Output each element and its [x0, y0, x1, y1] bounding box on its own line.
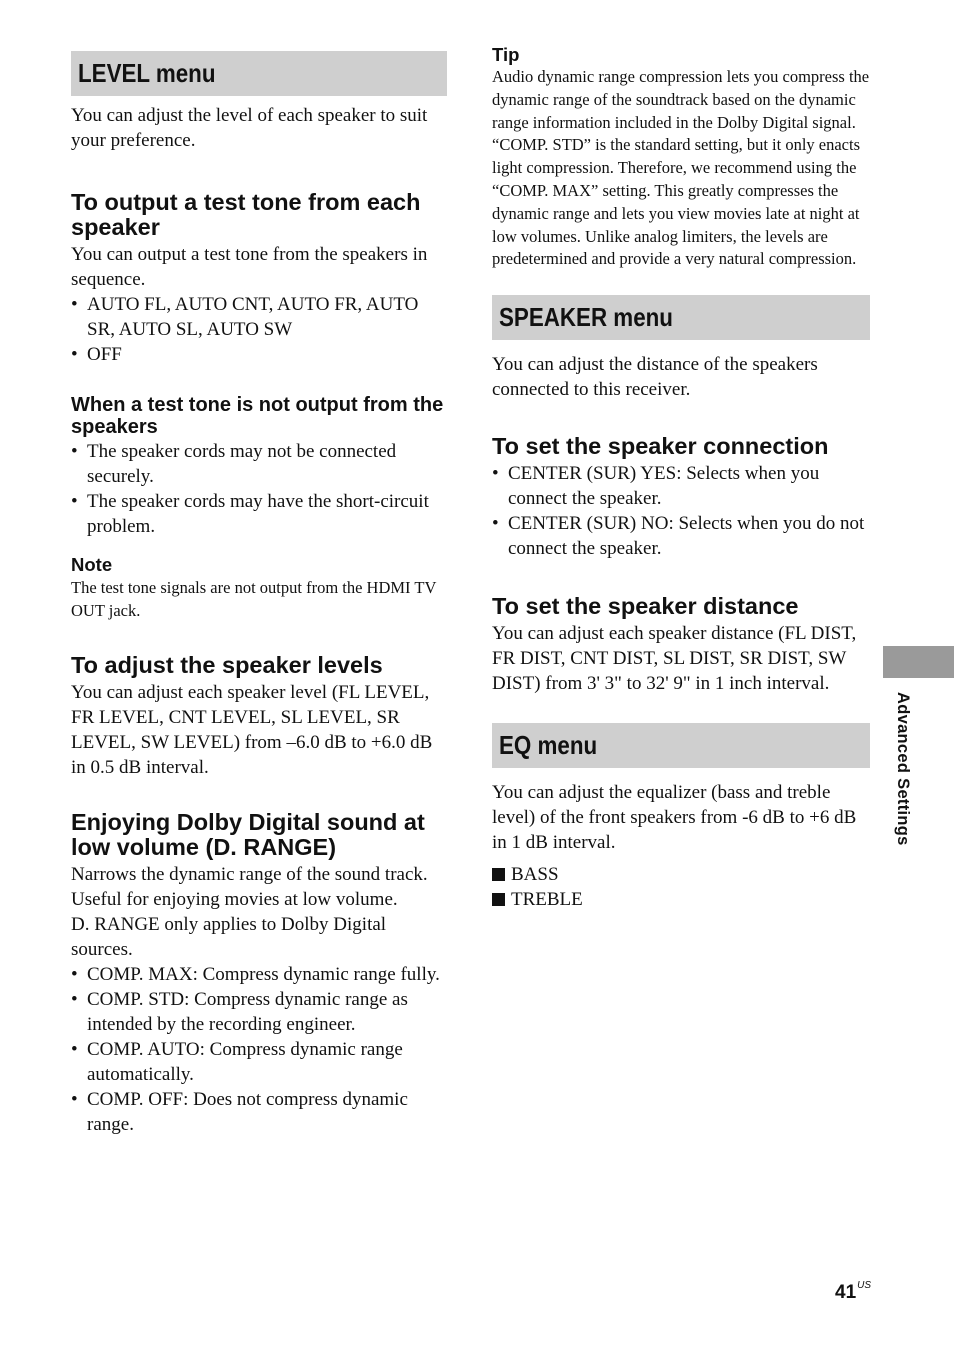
- bullet-icon: •: [71, 963, 78, 985]
- tip-text-continued: “COMP. STD” is the standard setting, but it only enacts light compression. Therefore, we recommend using the “COMP. MAX” setting. This greatly compresses the dynamic range and lets you view movies late at night at low volumes. Unlike analog limiters, the levels are predetermined and provide a very natural compression.: [492, 135, 861, 269]
- square-bullet-icon: [492, 868, 505, 881]
- bullet-icon: •: [71, 294, 78, 315]
- d-range-heading: Enjoying Dolby Digital sound at low volume (D. RANGE): [71, 808, 425, 860]
- bullet-icon: •: [71, 441, 78, 462]
- list-item-text: COMP. OFF: Does not compress dynamic range.: [87, 1088, 408, 1135]
- list-item-text: AUTO FL, AUTO CNT, AUTO FR, AUTO SR, AUTO SL, AUTO SW: [87, 294, 419, 340]
- distance-heading: To set the speaker distance: [492, 593, 799, 620]
- section-side-label: Advanced Settings: [894, 692, 912, 846]
- not-output-reasons: [71, 439, 447, 539]
- list-item-text: CENTER (SUR) YES: Selects when you connect the speaker.: [508, 463, 820, 510]
- list-item: [71, 489, 447, 539]
- list-item: [71, 292, 447, 342]
- speaker-menu-intro: You can adjust the distance of the speakers connected to this receiver.: [492, 354, 818, 401]
- list-item-text: OFF: [87, 344, 122, 365]
- test-tone-text: You can output a test tone from the speakers in sequence.: [71, 244, 428, 290]
- bullet-icon: •: [71, 988, 78, 1010]
- list-item-text: COMP. STD: Compress dynamic range as intended by the recording engineer.: [87, 988, 408, 1035]
- list-item: [492, 887, 870, 912]
- list-item: [71, 1087, 447, 1137]
- list-item: [492, 511, 870, 561]
- list-item-text: The speaker cords may have the short-circuit problem.: [87, 491, 429, 537]
- bullet-icon: •: [492, 513, 499, 535]
- eq-menu-title: EQ menu: [499, 730, 598, 761]
- page-number-suffix: US: [857, 1280, 872, 1291]
- list-item-text: COMP. AUTO: Compress dynamic range automatically.: [87, 1038, 403, 1085]
- bullet-icon: •: [71, 491, 78, 512]
- tip-text: Audio dynamic range compression lets you compress the dynamic range of the soundtrack based on the dynamic range information included in the Dolby Digital signal.: [492, 67, 870, 132]
- note-text: The test tone signals are not output from the HDMI TV OUT jack.: [71, 578, 437, 620]
- list-item: [71, 342, 447, 367]
- square-bullet-icon: [492, 893, 505, 906]
- eq-items: [492, 862, 870, 912]
- page-number: [835, 1282, 871, 1304]
- list-item: [492, 862, 870, 887]
- eq-menu-header: [492, 723, 870, 768]
- level-menu-title: LEVEL menu: [78, 58, 216, 88]
- bullet-icon: •: [71, 1038, 78, 1060]
- distance-text: You can adjust each speaker distance (FL DIST, FR DIST, CNT DIST, SL DIST, SR DIST, SW DIST) from 3' 3" to 32' 9" in 1 inch interval.: [492, 623, 857, 695]
- page-number-value: 41: [835, 1282, 857, 1303]
- level-menu-header: [71, 51, 447, 96]
- bullet-icon: •: [492, 463, 499, 485]
- right-column: [492, 44, 870, 912]
- eq-menu-intro: You can adjust the equalizer (bass and treble level) of the front speakers from -6 dB to +6 dB in 1 dB interval.: [492, 782, 857, 854]
- d-range-options: [71, 962, 447, 1137]
- bullet-icon: •: [71, 1088, 78, 1110]
- list-item: [71, 439, 447, 489]
- list-item-text: The speaker cords may not be connected securely.: [87, 441, 397, 487]
- note-label: Note: [71, 554, 113, 575]
- connection-options: [492, 461, 870, 561]
- section-tab-marker: [883, 646, 954, 678]
- eq-item-treble: TREBLE: [511, 889, 583, 911]
- speaker-levels-text: You can adjust each speaker level (FL LEVEL, FR LEVEL, CNT LEVEL, SL LEVEL, SR LEVEL, SW LEVEL) from –6.0 dB to +6.0 dB in 0.5 dB interval.: [71, 681, 433, 778]
- list-item: [71, 1037, 447, 1087]
- test-tone-options: [71, 292, 447, 367]
- list-item: [492, 461, 870, 511]
- test-tone-heading: To output a test tone from each speaker: [71, 189, 421, 240]
- tip-label: Tip: [492, 44, 520, 65]
- list-item-text: CENTER (SUR) NO: Selects when you do not connect the speaker.: [508, 513, 865, 560]
- list-item: [71, 987, 447, 1037]
- not-output-heading: When a test tone is not output from the speakers: [71, 394, 444, 438]
- level-menu-intro: You can adjust the level of each speaker to suit your preference.: [71, 105, 428, 151]
- connection-heading: To set the speaker connection: [492, 433, 829, 460]
- speaker-menu-title: SPEAKER menu: [499, 302, 673, 333]
- speaker-menu-header: [492, 295, 870, 340]
- bullet-icon: •: [71, 344, 78, 365]
- speaker-levels-heading: To adjust the speaker levels: [71, 651, 383, 678]
- list-item-text: COMP. MAX: Compress dynamic range fully.: [87, 963, 440, 985]
- d-range-text: Narrows the dynamic range of the sound track. Useful for enjoying movies at low volume.: [71, 863, 428, 910]
- d-range-note: D. RANGE only applies to Dolby Digital sources.: [71, 913, 387, 960]
- list-item: [71, 962, 447, 987]
- left-column: [71, 51, 447, 1137]
- eq-item-bass: BASS: [511, 864, 559, 886]
